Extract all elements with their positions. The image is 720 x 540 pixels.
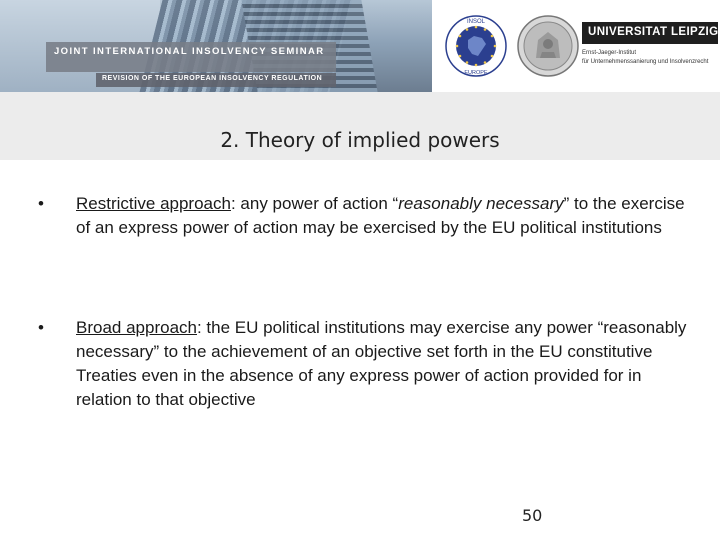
bullet-term: Broad approach bbox=[76, 318, 197, 337]
bullet-item bbox=[32, 316, 692, 412]
header-photo bbox=[0, 0, 432, 92]
bullet-text: : any power of action “ bbox=[230, 194, 399, 213]
bullet-marker: • bbox=[38, 318, 44, 337]
svg-text:INSOL: INSOL bbox=[466, 19, 486, 25]
header bbox=[0, 0, 720, 92]
svg-text:EUROPE: EUROPE bbox=[464, 70, 488, 76]
bullet-emphasis: reasonably necessary bbox=[398, 194, 564, 213]
university-seal-icon bbox=[516, 14, 580, 78]
bullet-list bbox=[32, 192, 692, 412]
seminar-subtitle: REVISION OF THE EUROPEAN INSOLVENCY REGULATION bbox=[102, 75, 323, 82]
bullet-item bbox=[32, 192, 692, 240]
logos bbox=[432, 0, 720, 92]
bullet-text: ” to the exercise of an express power of action may be exercised by the EU political institutions bbox=[76, 194, 685, 237]
institute-line-1: Ernst-Jaeger-Institut bbox=[582, 50, 637, 56]
slide-title: 2. Theory of implied powers bbox=[220, 128, 500, 152]
seminar-title: JOINT INTERNATIONAL INSOLVENCY SEMINAR bbox=[54, 46, 325, 57]
bullet-text: : the EU political institutions may exercise any power “reasonably necessary” to the achievement of an objective set forth in the EU constitutive Treaties even in the absence of any express power of action provided for in relation to that objective bbox=[76, 318, 687, 409]
seminar-subtitle-banner bbox=[96, 73, 336, 87]
insol-europe-logo-icon bbox=[444, 14, 508, 78]
bullet-marker: • bbox=[38, 194, 44, 213]
university-name: UNIVERSITAT LEIPZIG bbox=[588, 26, 719, 38]
bullet-term: Restrictive approach bbox=[76, 194, 231, 213]
seminar-banner bbox=[46, 42, 336, 72]
page-number: 50 bbox=[522, 506, 543, 525]
institute-line-2: für Unternehmenssanierung und Insolvenzrecht bbox=[582, 59, 709, 65]
university-name-box bbox=[582, 22, 718, 44]
